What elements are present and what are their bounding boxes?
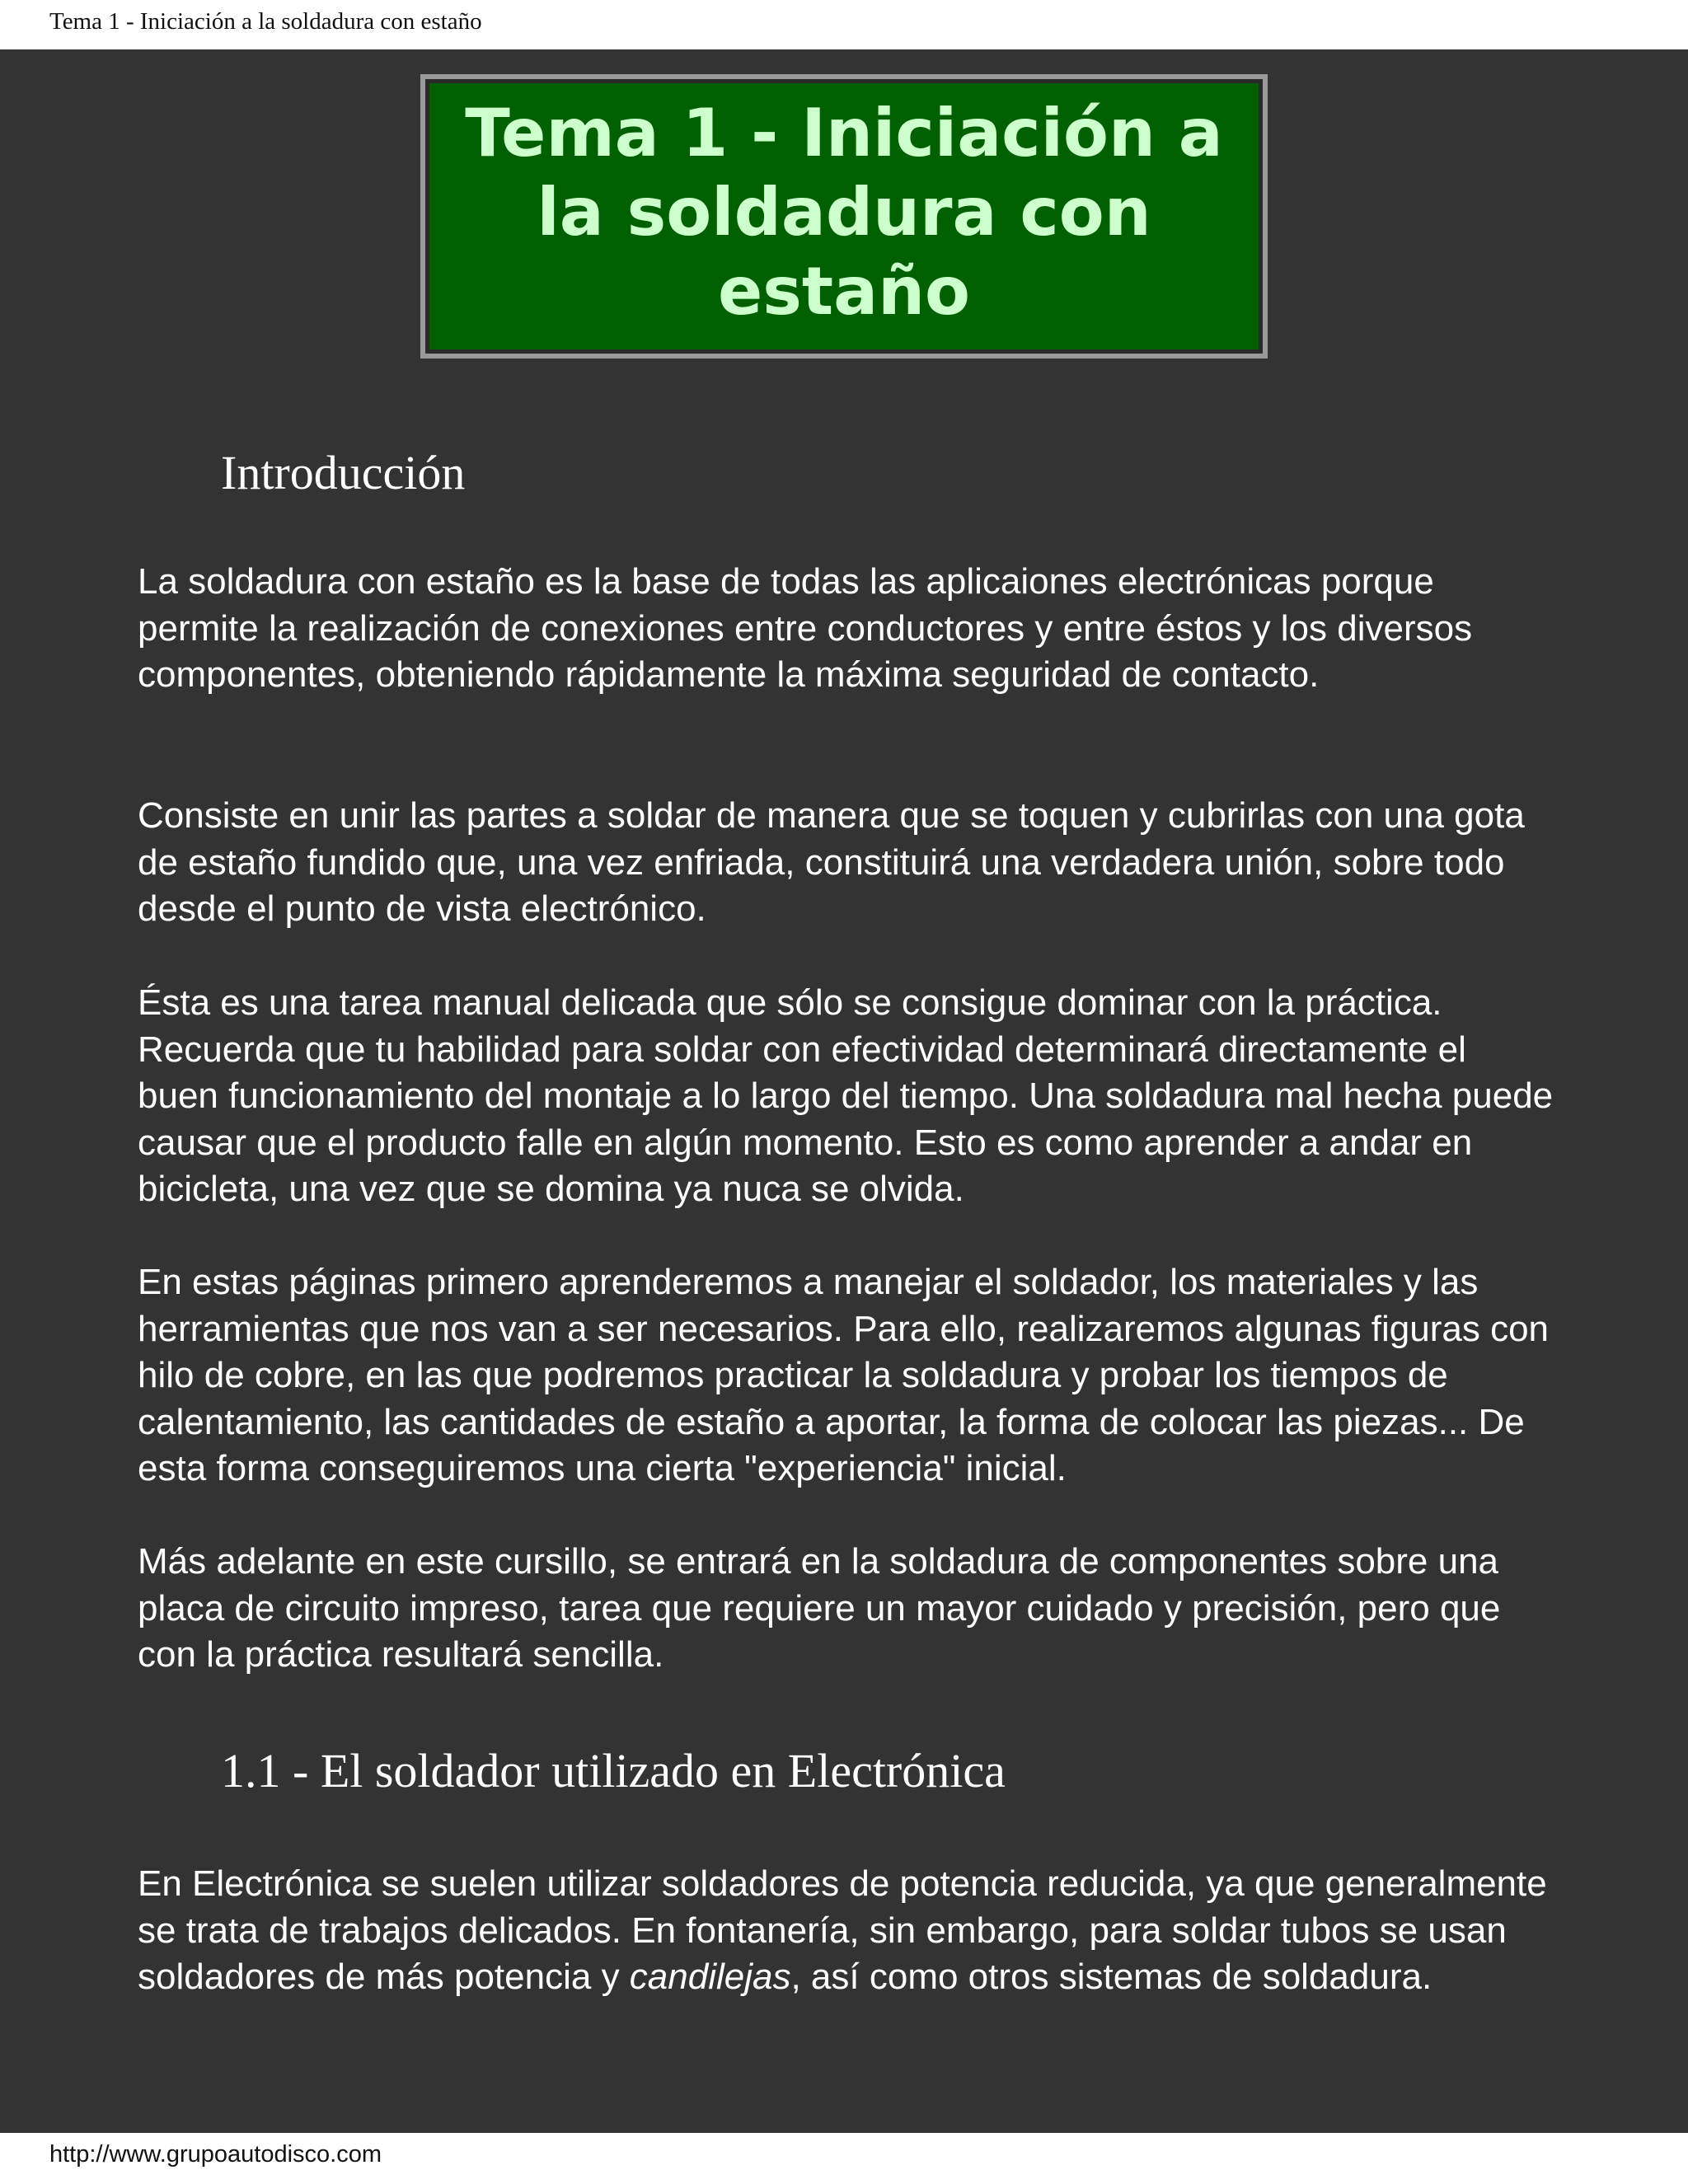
paragraph-text: , así como otros sistemas de soldadura. <box>790 1957 1432 1997</box>
page-header <box>0 0 1688 49</box>
section-heading-soldador: 1.1 - El soldador utilizado en Electrónica <box>221 1744 1006 1797</box>
banner-title: Tema 1 - Iniciación a la soldadura con estaño <box>465 95 1223 330</box>
section-heading-introduccion: Introducción <box>221 446 466 499</box>
paragraph-text: En Electrónica se suelen utilizar soldadores de potencia reducida, ya que generalmente se trata de trabajos delicados. En fontanería, sin embargo, para soldar tubos se usan soldadores de más potencia y <box>138 1863 1547 1997</box>
footer-url: http://www.grupoautodisco.com <box>49 2141 382 2168</box>
document-content <box>0 49 1688 2133</box>
paragraph: Consiste en unir las partes a soldar de manera que se toquen y cubrirlas con una gota de estaño fundido que, una vez enfriada, constituirá una verdadera unión, sobre todo desde el punto de vista electrónico. <box>138 795 1525 929</box>
paragraph-soldador <box>138 1861 1555 2001</box>
paragraph: La soldadura con estaño es la base de todas las aplicaiones electrónicas porque permite la realización de conexiones entre conductores y entre éstos y los diversos componentes, obteniendo rápidamente la máxima seguridad de contacto. <box>138 561 1473 695</box>
paragraph: Más adelante en este cursillo, se entrará en la soldadura de componentes sobre una placa de circuito impreso, tarea que requiere un mayor cuidado y precisión, pero que con la práctica resultará sencilla. <box>138 1541 1501 1675</box>
paragraph: Ésta es una tarea manual delicada que sólo se consigue dominar con la práctica. Recuerda que tu habilidad para soldar con efectividad determinará directamente el buen funcionamiento del montaje a lo largo del tiempo. Una soldadura mal hecha puede causar que el producto falle en algún momento. Esto es como aprender a andar en bicicleta, una vez que se domina ya nuca se olvida. <box>138 982 1554 1209</box>
page-footer <box>0 2133 1688 2184</box>
paragraph: En estas páginas primero aprenderemos a manejar el soldador, los materiales y las herramientas que nos van a ser necesarios. Para ello, realizaremos algunas figuras con hilo de cobre, en las que podremos practicar la soldadura y probar los tiempos de calentamiento, las cantidades de estaño a aportar, la forma de colocar las piezas... De esta forma conseguiremos una cierta "experiencia" inicial. <box>138 1262 1550 1488</box>
emphasis-candilejas: candilejas <box>629 1957 791 1997</box>
page-header-title: Tema 1 - Iniciación a la soldadura con estaño <box>49 8 482 35</box>
title-banner <box>420 74 1268 359</box>
